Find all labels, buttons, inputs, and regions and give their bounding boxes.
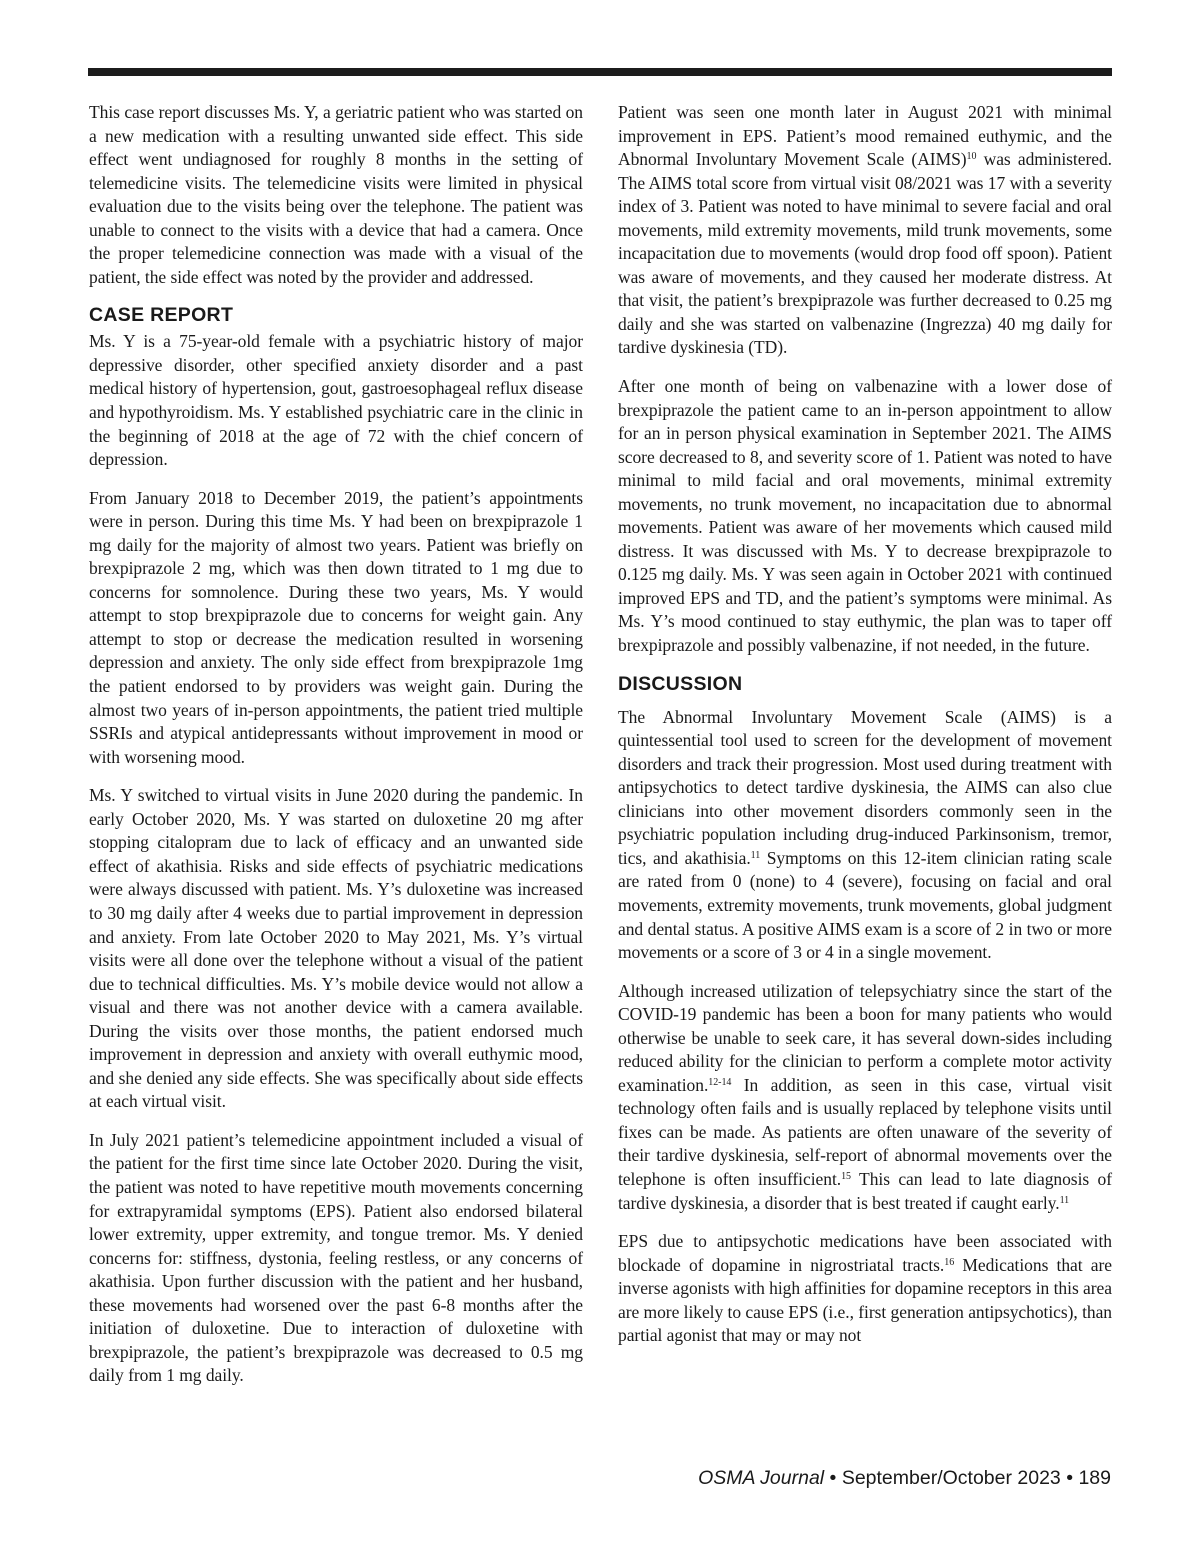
text-span: Although increased utilization of telepsychiatry since the start of the COVID-19 pandemic has been a boon for many patients who would otherwise be unable to seek care, it has several down-sides including reduced ability for the clinician to perform a complete motor activity examination. — [618, 980, 1112, 1095]
footer-separator: • — [824, 1467, 842, 1489]
text-span: In addition, as seen in this case, virtual visit technology often fails and is usually replaced by telephone visits until fixes can be made. As patients are often unaware of the severity of their tardive dyskinesia, self-report of abnormal movements over the telephone is often insufficient. — [618, 1074, 1112, 1189]
reference-superscript: 15 — [841, 1170, 851, 1182]
footer-separator: • — [1060, 1467, 1079, 1489]
discussion-paragraph-1 — [618, 706, 1112, 965]
case-paragraph-5 — [618, 101, 1112, 360]
top-rule — [88, 68, 1112, 76]
case-paragraph-4: In July 2021 patient’s telemedicine appointment included a visual of the patient for the first time since late October 2020. During the visit, the patient was noted to have repetitive mouth movements concerning for extrapyramidal symptoms (EPS). Patient also endorsed bilateral lower extremity, upper extremity, and tongue tremor. Ms. Y denied concerns for: stiffness, dystonia, feeling restless, or any concerns of akathisia. Upon further discussion with the patient and her husband, these movements had worsened over the past 6-8 months after the initiation of duloxetine. Due to interaction of duloxetine with brexpiprazole, the patient’s brexpiprazole was decreased to 0.5 mg daily from 1 mg daily. — [89, 1129, 583, 1386]
text-span: Patient was seen one month later in August 2021 with minimal improvement in EPS. Patient’s mood remained euthymic, and the Abnormal Involuntary Movement Scale (AIMS) — [618, 102, 1112, 170]
text-span: was administered. The AIMS total score from virtual visit 08/2021 was 17 with a severity index of 3. Patient was noted to have minimal to severe facial and oral movements, mild extremity movements, mild trunk movements, some incapacitation due to movements (would drop food off spoon). Patient was aware of movements, and they caused her moderate distress. At that visit, the patient’s brexpiprazole was further decreased to 0.25 mg daily and she was started on valbenazine (Ingrezza) 40 mg daily for tardive dyskinesia (TD). — [618, 149, 1112, 358]
discussion-paragraph-2 — [618, 980, 1112, 1215]
reference-superscript: 10 — [966, 151, 977, 163]
text-span: EPS due to antipsychotic medications have been associated with blockade of dopamine in nigrostriatal tracts. — [618, 1231, 1112, 1275]
discussion-paragraph-3 — [618, 1230, 1112, 1348]
case-paragraph-6: After one month of being on valbenazine with a lower dose of brexpiprazole the patient came to an in-person appointment to allow for an in person physical examination in September 2021. The AIMS score decreased to 8, and severity score of 1. Patient was noted to have minimal to mild facial and oral movements, minimal extremity movements, no trunk movement, no incapacitation due to abnormal movements. Patient was aware of her movements which caused mild distress. It was discussed with Ms. Y to decrease brexpiprazole to 0.125 mg daily. Ms. Y was seen again in October 2021 with continued improved EPS and TD, and the patient’s symptoms were minimal. As Ms. Y’s mood continued to stay euthymic, the plan was to taper off brexpiprazole and possibly valbenazine, if not needed, in the future. — [618, 376, 1112, 656]
case-paragraph-3: Ms. Y switched to virtual visits in June 2020 during the pandemic. In early October 2020, Ms. Y was started on duloxetine 20 mg after stopping citalopram due to lack of efficacy and an unwanted side effect of akathisia. Risks and side effects of psychiatric medications were always discussed with patient. Ms. Y’s duloxetine was increased to 30 mg daily after 4 weeks due to partial improvement in depression and anxiety. From late October 2020 to May 2021, Ms. Y’s virtual visits were all done over the telephone without a visual of the patient due to technical difficulties. Ms. Y’s mobile device would not allow a visual and there was not another device with a camera available. During the visits over those months, the patient endorsed much improvement in depression and anxiety with overall euthymic mood, and she denied any side effects. She was specifically about side effects at each virtual visit. — [89, 785, 583, 1112]
case-paragraph-1: Ms. Y is a 75-year-old female with a psychiatric history of major depressive disorder, other specified anxiety disorder and a past medical history of hypertension, gout, gastroesophageal reflux disease and hypothyroidism. Ms. Y established psychiatric care in the clinic in the beginning of 2018 at the age of 72 with the chief concern of depression. — [89, 331, 583, 470]
case-report-heading: CASE REPORT — [89, 304, 234, 327]
text-span: Symptoms on this 12-item clinician rating scale are rated from 0 (none) to 4 (severe), focusing on facial and oral movements, extremity movements, trunk movements, global judgment and dental status. A positive AIMS exam is a score of 2 in two or more movements or a score of 3 or 4 in a single movement. — [618, 847, 1112, 963]
right-column — [618, 101, 1112, 1363]
discussion-heading: DISCUSSION — [618, 672, 743, 695]
page-number: 189 — [1078, 1467, 1111, 1489]
text-span: Medications that are inverse agonists with high affinities for dopamine receptors in this area are more likely to cause EPS (i.e., first generation antipsychotics), than partial agonist that may or may not — [618, 1254, 1112, 1346]
page-footer — [698, 1467, 1111, 1490]
reference-superscript: 16 — [944, 1256, 955, 1268]
left-column — [89, 101, 583, 1403]
text-span: This can lead to late diagnosis of tardive dyskinesia, a disorder that is best treated if caught early. — [618, 1168, 1112, 1213]
intro-paragraph: This case report discusses Ms. Y, a geriatric patient who was started on a new medication with a resulting unwanted side effect. This side effect went undiagnosed for roughly 8 months in the setting of telemedicine visits. The telemedicine visits were limited in physical evaluation due to the visits being over the telephone. The patient was unable to connect to the visits with a device that had a camera. Once the proper telemedicine connection was made with a visual of the patient, the side effect was noted by the provider and addressed. — [89, 102, 583, 287]
reference-superscript: 11 — [750, 849, 761, 861]
text-span: The Abnormal Involuntary Movement Scale (AIMS) is a quintessential tool used to screen for the development of movement disorders and track their progression. Most used during treatment with antipsychotics to detect tardive dyskinesia, the AIMS can also clue clinicians into other movement disorders commonly seen in the psychiatric population including drug-induced Parkinsonism, tremor, tics, and akathisia. — [618, 706, 1112, 868]
reference-superscript: 12-14 — [708, 1076, 732, 1088]
reference-superscript: 11 — [1059, 1194, 1070, 1206]
case-paragraph-2: From January 2018 to December 2019, the patient’s appointments were in person. During this time Ms. Y had been on brexpiprazole 1 mg daily for the majority of almost two years. Patient was briefly on brexpiprazole 2 mg, which was then down titrated to 1 mg due to concerns for somnolence. During these two years, Ms. Y would attempt to stop brexpiprazole due to concerns for weight gain. Any attempt to stop or decrease the medication resulted in worsening depression and anxiety. The only side effect from brexpiprazole 1mg the patient endorsed to by providers was weight gain. During the almost two years of in-person appointments, the patient tried multiple SSRIs and atypical antidepressants without improvement in mood or with worsening mood. — [89, 487, 583, 767]
journal-name: OSMA Journal — [698, 1467, 825, 1489]
issue-date: September/October 2023 — [841, 1467, 1061, 1489]
